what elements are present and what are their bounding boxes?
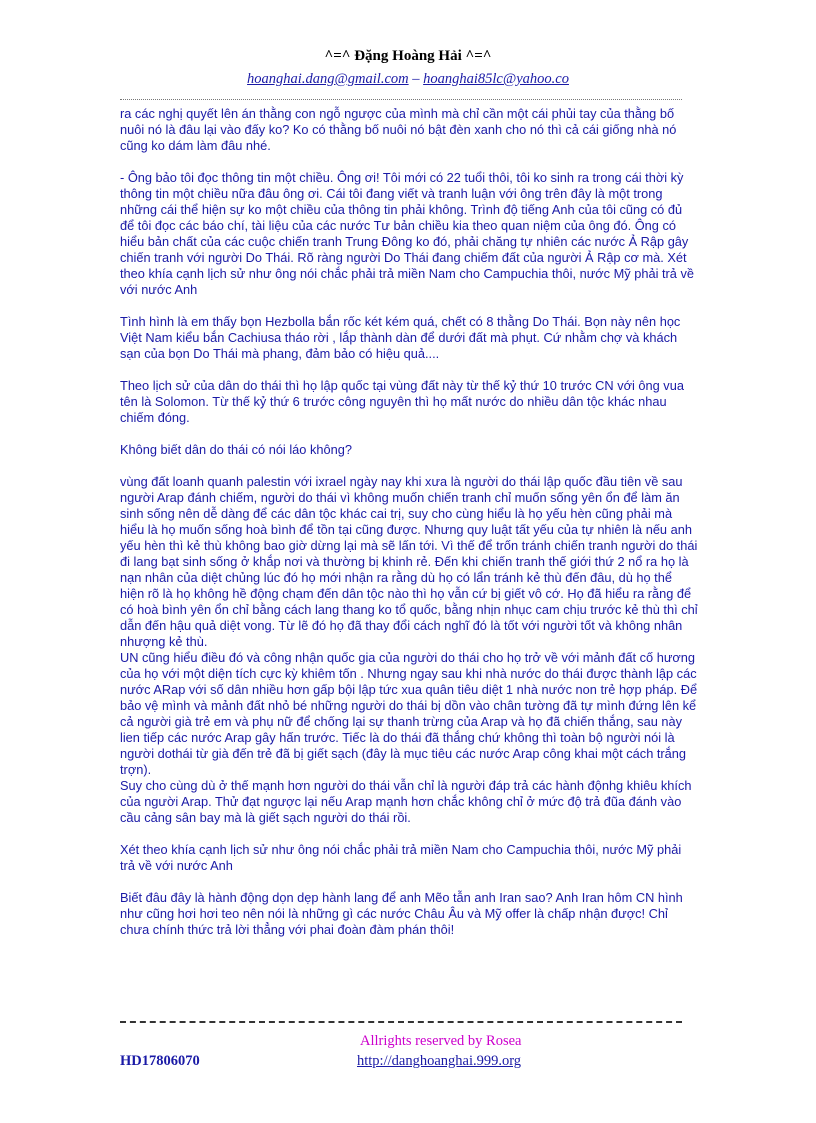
contact-separator: – — [408, 71, 424, 87]
email-link-gmail[interactable]: hoanghai.dang@gmail.com — [247, 71, 409, 87]
paragraph: Suy cho cùng dù ở thế mạnh hơn người do thái vẫn chỉ là người đáp trả các hành độnhg khiêu khích của người Arap. Thử đạt ngược lại nếu Arap mạnh hơn chắc không chỉ ở mức độ trả đũa đánh vào cầu cảng sân bay mà là giết sạch người do thái rồi. — [120, 778, 692, 825]
copyright-notice: Allrights reserved by Rosea — [360, 1033, 522, 1049]
paragraph: Theo lịch sử của dân do thái thì họ lập quốc tại vùng đất này từ thế kỷ thứ 10 trước CN với ông vua tên là Solomon. Từ thế kỷ thứ 6 trước công nguyên thì họ mất nước do nhiều dân tộc khác nhau chiếm đóng. — [120, 378, 684, 425]
paragraph: Xét theo khía cạnh lịch sử như ông nói chắc phải trả miền Nam cho Campuchia thôi, nước Mỹ phải trả về với nước Anh — [120, 842, 682, 873]
contact-line — [0, 71, 816, 88]
paragraph: Biết đâu đây là hành động dọn dẹp hành lang để anh Mẽo tẫn anh Iran sao? Anh Iran hôm CN hình như cũng hơi hơi teo nên nói là những gì các nước Châu Âu và Mỹ offer là chấp nhận được! Chỉ chưa chính thức trả lời thẳng với phai đoàn đàm phán thôi! — [120, 890, 683, 937]
paragraph: Không biết dân do thái có nói láo không? — [120, 442, 352, 457]
paragraph: UN cũng hiểu điều đó và công nhận quốc gia của người do thái cho họ trở về với mảnh đất cố hương của họ với một diện tích cực kỳ khiêm tốn . Nhưng ngay sau khi nhà nước do thái được thành lập các nước ARap với số dân nhiều hơn gấp bội lập tức xua quân tiêu diệt 1 nhà nước non trẻ hợp pháp. Để bảo vệ mình và mảnh đất nhỏ bé những người do thái bị dồn vào chân tường đã tự mình đứng lên kể cả người già trẻ em và phụ nữ để chống lại sự thanh trừng của Arap và họ đã chiến thắng, sau này lien tiếp các nước Arap gây hấn trước. Tiếc là do thái đã thắng chứ không thì toàn bộ người nói là người dothái từ già đến trẻ đã bị giết sạch (đây là mục tiêu các nước Arap công khai một cách trắng trợn). — [120, 650, 698, 777]
paragraph: Tình hình là em thấy bọn Hezbolla bắn rốc két kém quá, chết có 8 thằng Do Thái. Bọn này nên học Việt Nam kiểu bắn Cachiusa tháo rời , lắp thành dàn để dưới đất mà phụt. Cứ nhằm chợ và khách sạn của bọn Do Thái mà phang, đảm bảo có hiệu quả.... — [120, 314, 681, 361]
header-divider — [120, 99, 682, 100]
footer-divider — [120, 1021, 682, 1023]
author-title: ^=^ Đặng Hoàng Hải ^=^ — [324, 48, 492, 64]
paragraph: vùng đất loanh quanh palestin với ixrael ngày nay khi xưa là người do thái lập quốc đầu tiên về sau người Arap đánh chiếm, người do thái vì không muốn chiến tranh chỉ muốn sống yên ổn để làm ăn sinh sống nên dễ dàng để các dân tộc khác cai trị, suy cho cùng hiểu là họ yếu hèn cũng phải mà hiểu là họ muốn sống hoà bình để tồn tại cũng được. Nhưng quy luật tất yếu của tự nhiên là nếu anh yếu hèn thì kẻ thù không bao giờ dừng lại mà sẽ lấn tới. Vì thế để trốn tránh chiến tranh người do thái đi lang bạt sinh sống ở khắp nơi và thường bị khinh rẻ. Đến khi chiến tranh thế giới thứ 2 nổ ra họ là nạn nhân của diệt chủng lúc đó họ mới nhận ra rằng dù họ có lẩn tránh kẻ thù đến đâu, dù họ thể hiện rõ là họ không hề động chạm đến dân tộc nào thì họ vẫn cứ bị giết vô cớ. Họ đã hiểu ra rằng để có hoà bình yên ổn chỉ bằng cách lang thang ko tổ quốc, bằng nhịn nhục cam chịu trước kẻ thù thì chỉ dẫn đến hậu quả diệt vong. Từ lẽ đó họ đã thay đổi cách nghĩ đó là tốt với người tốt và không nhân nhượng kẻ thù. — [120, 474, 698, 649]
email-link-yahoo[interactable]: hoanghai85lc@yahoo.co — [423, 71, 569, 87]
document-id: HD17806070 — [120, 1053, 200, 1069]
paragraph: ra các nghị quyết lên án thằng con ngỗ ngược của mình mà chỉ cần một cái phủi tay của thằng bố nuôi nó là đâu lại vào đấy ko? Ko có thằng bố nuôi nó bật đèn xanh cho nó thì cả cái giống nhà nó cũng ko dám làm đâu nhé. — [120, 106, 677, 153]
paragraph: - Ông bảo tôi đọc thông tin một chiều. Ông ơi! Tôi mới có 22 tuổi thôi, tôi ko sinh ra trong cái thời kỳ thông tin một chiều nữa đâu ông ơi. Cái tôi đang viết và tranh luận với ông trên đây là một trong những cái thể hiện sự ko một chiều của thông tin phải không. Trình độ tiếng Anh của tôi cũng có đủ để tôi đọc các báo chí, tài liệu của các nước Tư bản chiều kia theo quan niệm của ông đó. Ông có hiểu bản chất của các cuộc chiến tranh Trung Đông ko đó, phải chăng tự nhiên các nước Ả Rập gây chiến tranh với người Do Thái. Rõ ràng người Do Thái đang chiếm đất của người Ả Rập cơ mà. Xét theo khía cạnh lịch sử như ông nói chắc phải trả miền Nam cho Campuchia thôi, nước Mỹ phải trả về với nước Anh — [120, 170, 694, 297]
website-link[interactable]: http://danghoanghai.999.org — [357, 1053, 522, 1069]
article-body — [120, 106, 698, 954]
